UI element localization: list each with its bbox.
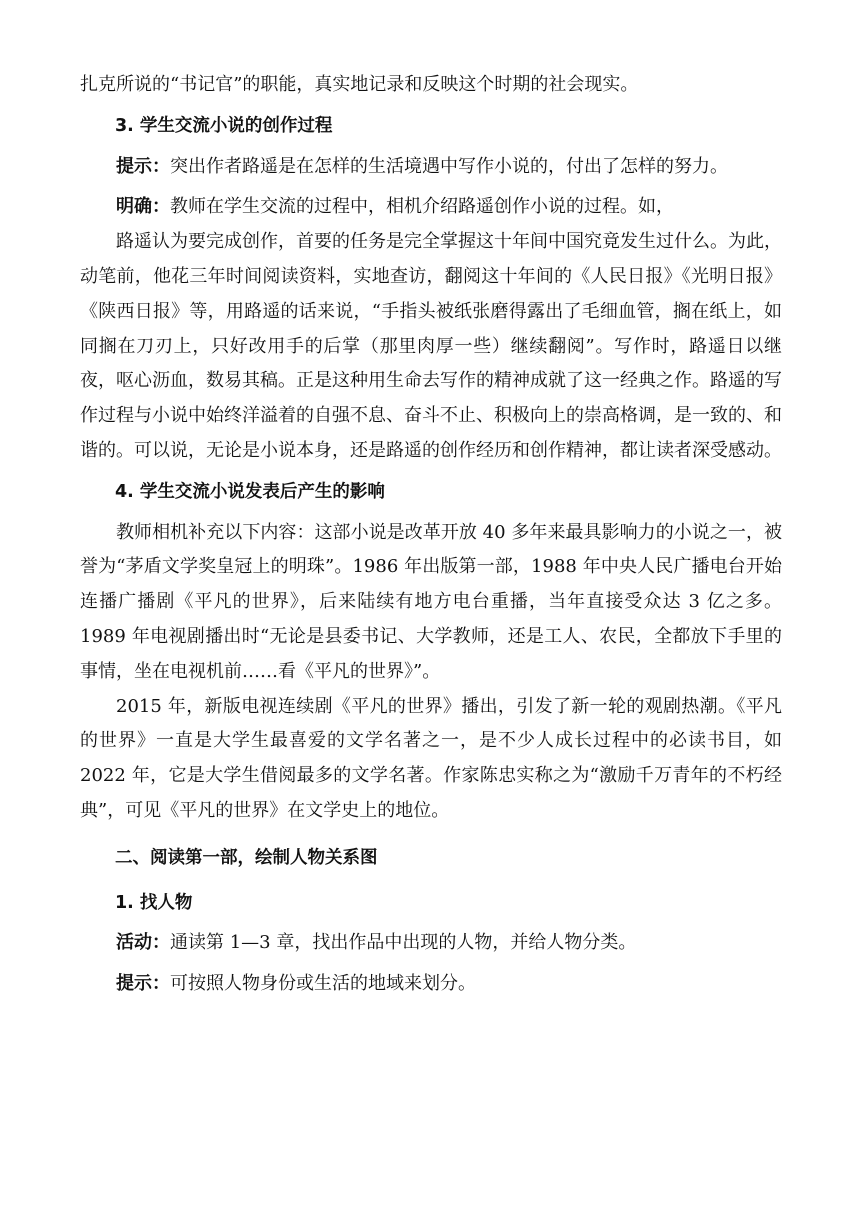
paragraph-continuation: 扎克所说的“书记官”的职能，真实地记录和反映这个时期的社会现实。 xyxy=(80,74,639,95)
heading-creation-process: 3. 学生交流小说的创作过程 xyxy=(115,115,333,136)
clarify-label: 明确： xyxy=(116,196,170,218)
clarify-text: 教师在学生交流的过程中，相机介绍路遥创作小说的过程。如， xyxy=(170,196,674,218)
hint-label-2: 提示： xyxy=(116,973,170,995)
hint-label: 提示： xyxy=(116,155,170,177)
paragraph-influence-1: 教师相机补充以下内容：这部小说是改革开放 40 多年来最具影响力的小说之一，被誉为“茅盾文学奖皇冠上的明珠”。1986 年出版第一部，1988 年中央人民广播电台开始连播广播剧《平凡的世界》，后来陆续有地方电台重播，当年直接受众达 3 亿之多。1989 年电视剧播出时“无论是县委书记、大学教师，还是工人、农民，全都放下手里的事情，坐在电视机前……看《平凡的世界》”。 xyxy=(80,521,782,682)
hint-text: 突出作者路遥是在怎样的生活境遇中写作小说的，付出了怎样的努力。 xyxy=(170,155,728,177)
heading-section-two: 二、阅读第一部，绘制人物关系图 xyxy=(115,847,378,868)
heading-influence: 4. 学生交流小说发表后产生的影响 xyxy=(115,481,385,502)
activity-text: 通读第 1—3 章，找出作品中出现的人物，并给人物分类。 xyxy=(170,932,637,954)
activity-paragraph xyxy=(80,926,782,961)
activity-label: 活动： xyxy=(116,932,170,954)
clarify-paragraph xyxy=(80,190,782,225)
paragraph-luyao-creation: 路遥认为要完成创作，首要的任务是完全掌握这十年间中国究竟发生过什么。为此，动笔前，他花三年时间阅读资料，实地查访，翻阅这十年间的《人民日报》《光明日报》《陕西日报》等，用路遥的话来说，“手指头被纸张磨得露出了毛细血管，搁在纸上，如同搁在刀刃上，只好改用手的后掌（那里肉厚一些）继续翻阅”。写作时，路遥日以继夜，呕心沥血，数易其稿。正是这种用生命去写作的精神成就了这一经典之作。路遥的写作过程与小说中始终洋溢着的自强不息、奋斗不止、积极向上的崇高格调，是一致的、和谐的。可以说，无论是小说本身，还是路遥的创作经历和创作精神，都让读者深受感动。 xyxy=(80,231,782,461)
paragraph-influence-2: 2015 年，新版电视连续剧《平凡的世界》播出，引发了新一轮的观剧热潮。《平凡的世界》一直是大学生最喜爱的文学名著之一，是不少人成长过程中的必读书目，如 2022 年，它是大学生借阅最多的文学名著。作家陈忠实称之为“激励千万青年的不朽经典”，可见《平凡的世界》在文学史上的地位。 xyxy=(80,695,782,821)
heading-find-characters: 1. 找人物 xyxy=(115,892,193,913)
hint-text-2: 可按照人物身份或生活的地域来划分。 xyxy=(170,973,476,995)
hint-paragraph xyxy=(80,150,782,185)
hint-paragraph-2 xyxy=(80,967,782,1002)
document-page xyxy=(80,68,782,1002)
